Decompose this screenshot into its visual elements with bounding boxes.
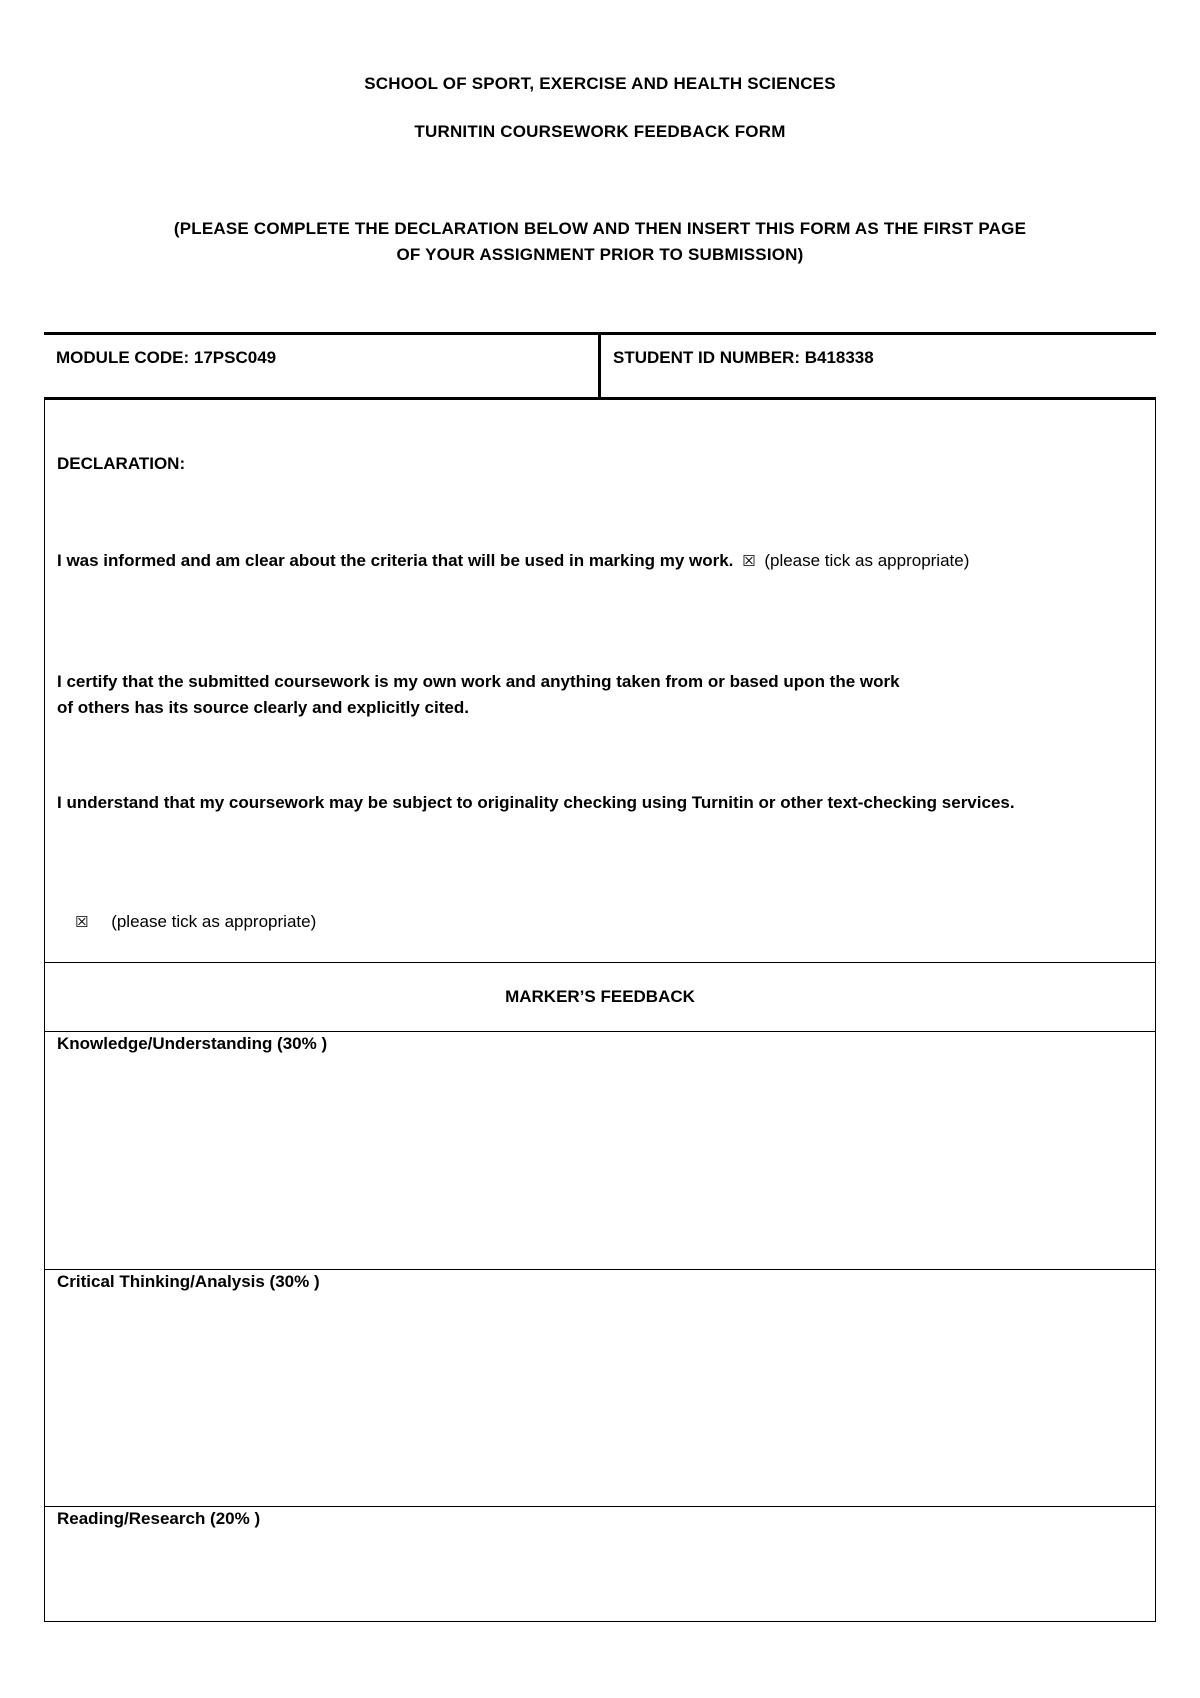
declaration-section — [45, 400, 1155, 963]
instruction-line-2: OF YOUR ASSIGNMENT PRIOR TO SUBMISSION) — [396, 245, 804, 264]
module-code-cell — [44, 335, 601, 397]
originality-tick-note: (please tick as appropriate) — [111, 912, 317, 931]
criterion-label: Knowledge/Understanding (30% ) — [57, 1034, 328, 1053]
feedback-box-reading-research[interactable] — [45, 1507, 1155, 1622]
markers-feedback-heading: MARKER’S FEEDBACK — [505, 987, 695, 1006]
markers-feedback-header — [45, 963, 1155, 1032]
feedback-box-knowledge[interactable] — [45, 1032, 1155, 1270]
declaration-statement-criteria — [57, 548, 1137, 574]
declaration-statement-own-work — [57, 669, 1137, 721]
student-id-cell — [601, 335, 1156, 397]
criterion-label: Reading/Research (20% ) — [57, 1509, 261, 1528]
own-work-line-1: I certify that the submitted coursework is my own work and anything taken from or based upon the work — [57, 672, 900, 691]
declaration-feedback-table — [44, 400, 1156, 1622]
originality-checkbox[interactable]: ☒ — [75, 913, 89, 931]
criteria-checkbox[interactable]: ☒ — [742, 552, 756, 570]
submission-instruction — [44, 216, 1156, 268]
identification-row — [44, 332, 1156, 400]
declaration-statement-originality: I understand that my coursework may be subject to originality checking using Turnitin or other text-checking services. — [57, 793, 1015, 812]
own-work-line-2: of others has its source clearly and explicitly cited. — [57, 698, 469, 717]
instruction-line-1: (PLEASE COMPLETE THE DECLARATION BELOW AND THEN INSERT THIS FORM AS THE FIRST PAGE — [173, 219, 1027, 238]
declaration-title: DECLARATION: — [57, 454, 186, 473]
criteria-statement-text: I was informed and am clear about the criteria that will be used in marking my work. — [57, 551, 734, 570]
student-id: STUDENT ID NUMBER: B418338 — [613, 348, 874, 367]
module-code: MODULE CODE: 17PSC049 — [56, 348, 277, 367]
criteria-tick-note: (please tick as appropriate) — [764, 551, 970, 570]
form-title: TURNITIN COURSEWORK FEEDBACK FORM — [414, 122, 786, 141]
school-name: SCHOOL OF SPORT, EXERCISE AND HEALTH SCIENCES — [364, 74, 836, 93]
criterion-label: Critical Thinking/Analysis (30% ) — [57, 1272, 320, 1291]
originality-tick-line — [75, 912, 316, 932]
feedback-box-critical-thinking[interactable] — [45, 1270, 1155, 1507]
